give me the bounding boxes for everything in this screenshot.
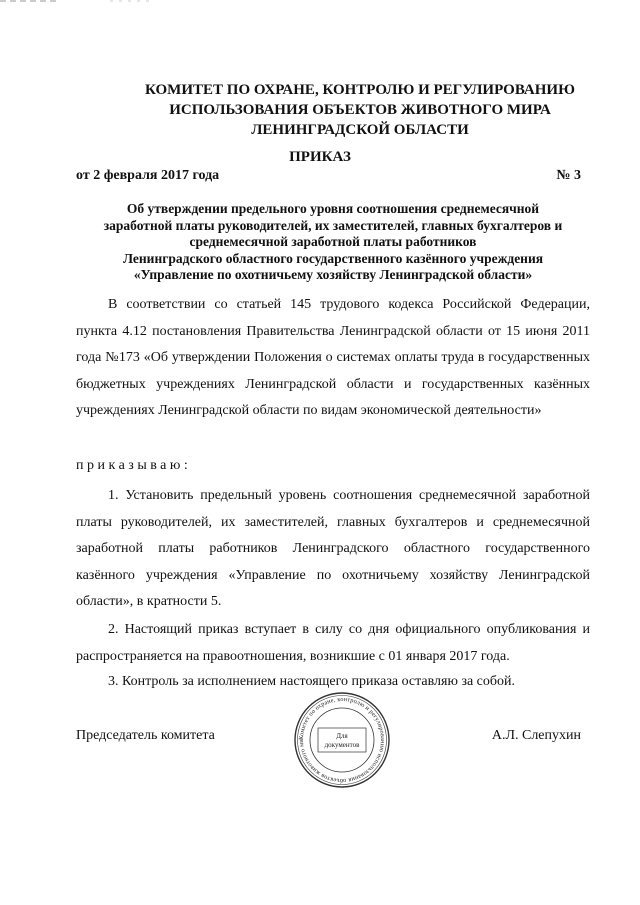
preamble-paragraph: В соответствии со статьей 145 трудового кодекса Российской Федерации, пункта 4.12 постановления Правительства Ленинградской области от 15 июня 2011 года №173 «Об утверждении Положения о системах оплаты труда в государственных бюджетных учреждениях Ленинградской области и государственных казённых учреждениях Ленинградской области по видам экономической деятельности» [76, 297, 590, 418]
subject-line-5: «Управление по охотничьему хозяйству Ленинградской области» [133, 267, 533, 283]
signer-name: А.Л. Слепухин [491, 728, 581, 743]
subject-line-2: заработной платы руководителей, их заместителей, главных бухгалтеров и [103, 217, 563, 233]
subject-line-3: среднемесячной заработной платы работников [189, 234, 477, 250]
order-number: № 3 [556, 168, 581, 183]
order-item-3: 3. Контроль за исполнением настоящего приказа оставляю за собой. [108, 674, 516, 689]
stamp-center-line-1: Для [336, 732, 348, 740]
order-title: ПРИКАЗ [289, 149, 351, 165]
order-item-1: 1. Установить предельный уровень соотношения среднемесячной заработной платы руководителей, их заместителей, главных бухгалтеров и среднемесячной заработной платы работников Ленинградского областного государственного казённого учреждения «Управление по охотничьему хозяйству Ленинградской области», в кратности 5. [76, 488, 590, 609]
stamp-center-line-2: документов [324, 741, 360, 749]
order-word: приказываю: [76, 458, 192, 473]
stamp-ring-text: Комитет по охране, контролю и регулированию использования объектов животного ми [297, 695, 387, 785]
order-date: от 2 февраля 2017 года [76, 168, 220, 183]
order-subject [76, 201, 590, 284]
scan-artifact [0, 0, 150, 3]
committee-line-2: ИСПОЛЬЗОВАНИЯ ОБЪЕКТОВ ЖИВОТНОГО МИРА [169, 102, 551, 118]
committee-line-1: КОМИТЕТ ПО ОХРАНЕ, КОНТРОЛЮ И РЕГУЛИРОВАНИЮ [145, 82, 575, 98]
order-item-2: 2. Настоящий приказ вступает в силу со дня официального опубликования и распространяется на правоотношения, возникшие с 01 января 2017 года. [76, 622, 590, 664]
committee-line-3: ЛЕНИНГРАДСКОЙ ОБЛАСТИ [251, 122, 469, 138]
stamp-seal [292, 690, 392, 790]
subject-line-1: Об утверждении предельного уровня соотношения среднемесячной [126, 201, 540, 216]
official-stamp [292, 690, 392, 790]
committee-header [80, 80, 640, 140]
signer-title: Председатель комитета [76, 728, 215, 743]
subject-line-4: Ленинградского областного государственного казённого учреждения [122, 250, 544, 266]
